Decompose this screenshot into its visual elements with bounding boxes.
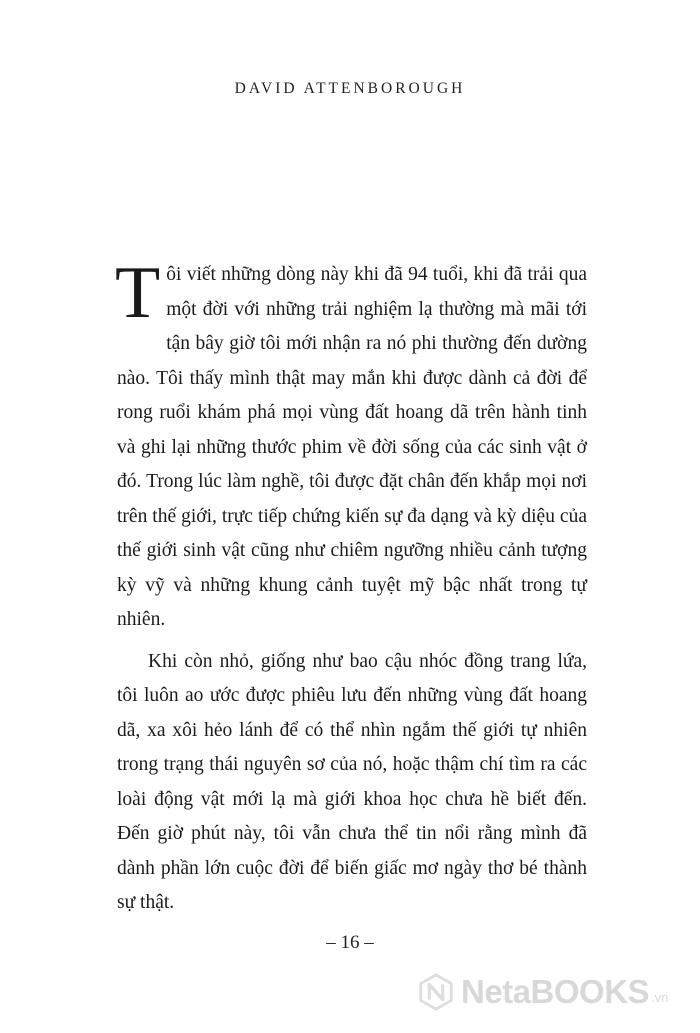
watermark (417, 971, 682, 1013)
watermark-brand: NetaBOOKS (461, 973, 650, 1010)
netabooks-logo-icon (417, 973, 455, 1011)
watermark-suffix: .vn (651, 990, 669, 1005)
body-text (115, 252, 587, 921)
paragraph-1-text: ôi viết những dòng này khi đã 94 tuổi, khi đã trải qua một đời với những trải nghiệm lạ thường mà mãi tới tận bây giờ tôi mới nhận ra nó phi thường đến dường nào. Tôi thấy mình thật may mắn khi được dành cả đời để rong ruổi khám phá mọi vùng đất hoang dã trên hành tinh và ghi lại những thước phim về đời sống của các sinh vật ở đó. Trong lúc làm nghề, tôi được đặt chân đến khắp mọi nơi trên thế giới, trực tiếp chứng kiến sự đa dạng và kỳ diệu của thế giới sinh vật cũng như chiêm ngưỡng nhiều cảnh tượng kỳ vỹ và những khung cảnh tuyệt mỹ bậc nhất trong tự nhiên. (117, 264, 587, 630)
page-number: – 16 – (326, 932, 374, 953)
paragraph-2: Khi còn nhỏ, giống như bao cậu nhóc đồng trang lứa, tôi luôn ao ước được phiêu lưu đến những vùng đất hoang dã, xa xôi hẻo lánh để có thể nhìn ngắm thế giới tự nhiên trong trạng thái nguyên sơ của nó, hoặc thậm chí tìm ra các loài động vật mới lạ mà giới khoa học chưa hề biết đến. Đến giờ phút này, tôi vẫn chưa thể tin nổi rằng mình đã dành phần lớn cuộc đời để biến giấc mơ ngày thơ bé thành sự thật. (117, 650, 587, 913)
running-head-author: DAVID ATTENBOROUGH (234, 80, 466, 97)
drop-cap: T (115, 252, 161, 334)
paragraph-1 (115, 252, 587, 638)
